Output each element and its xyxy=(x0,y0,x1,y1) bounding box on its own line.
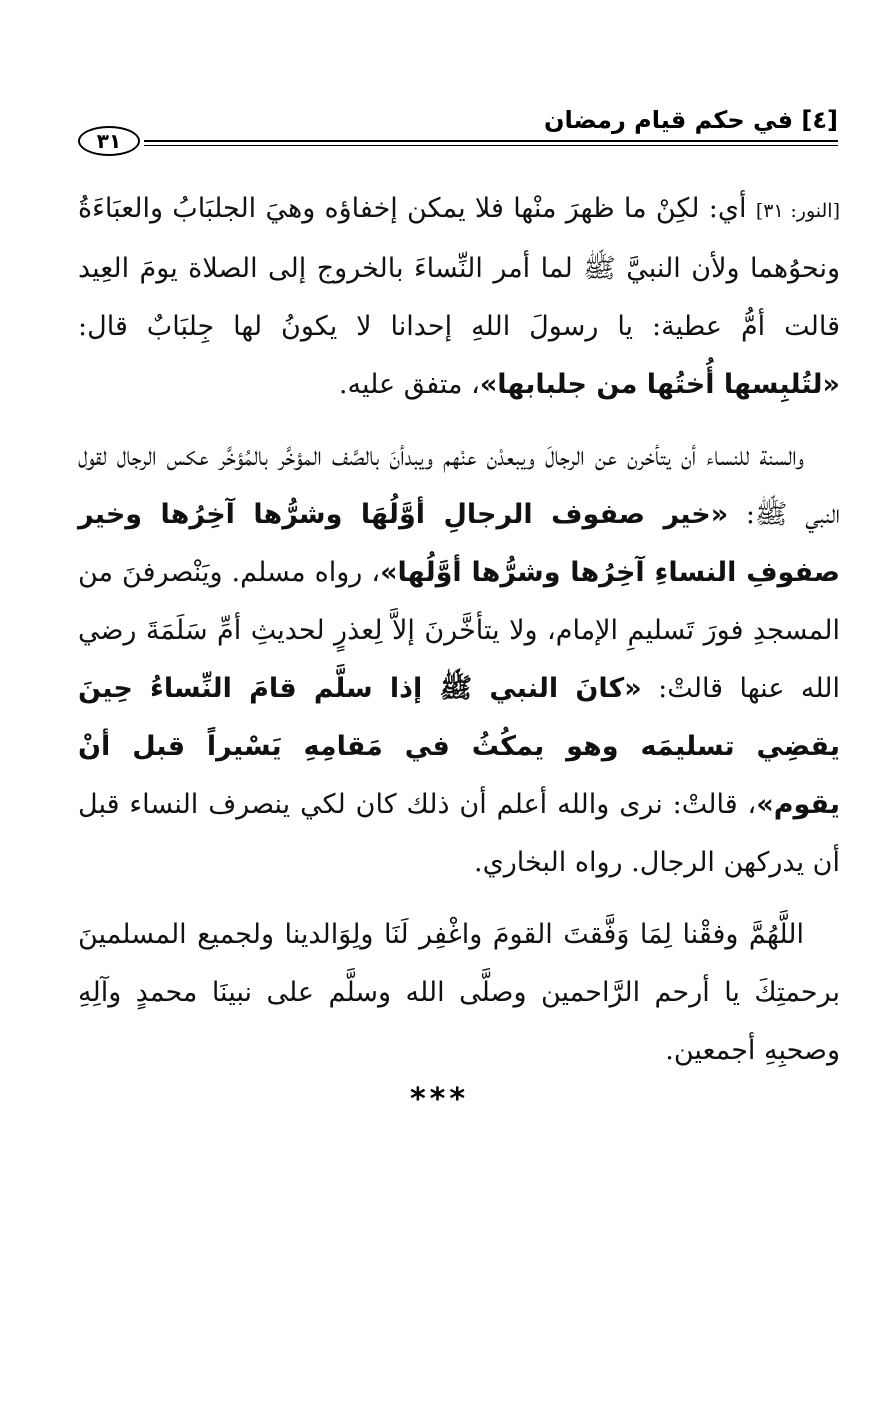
header-rule xyxy=(144,140,838,142)
quran-reference: [النور: ٣١] xyxy=(755,200,840,222)
section-separator: *** xyxy=(409,1082,470,1117)
paragraph-1 xyxy=(78,180,840,414)
paragraph-1-text-b: ، متفق عليه. xyxy=(338,369,480,400)
paragraph-3 xyxy=(78,906,840,1080)
chapter-title: [٤] في حكم قيام رمضان xyxy=(543,106,838,134)
closing-supplication: اللَّهُمَّ وفقْنا لِمَا وَفَّقتَ القومَ واغْفِر لَنَا ولِوَالدينا ولجميع المسلمينَ برحمتِكَ يا أرحم الرَّاحمين وصلَّى الله وسلَّم على نبينَا محمدٍ وآلِهِ وصحبِهِ أجمعين. xyxy=(78,919,840,1066)
paragraph-1-text-a: أي: لكِنْ ما ظهرَ منْها فلا يمكن إخفاؤه وهيَ الجلبَابُ والعبَاءَةُ ونحوُهما ولأن النبيَّ ﷺ لما أمر النِّساءَ بالخروج إلى الصلاة يومَ العِيد قالت أمُّ عطية: يا رسولَ اللهِ إحدانا لا يكونُ لها جِلبَابٌ قال: xyxy=(78,193,840,342)
hadith-quote-2: «كانَ النبي ﷺ إذا سلَّم قامَ النِّساءُ حِينَ يقضِي تسليمَه وهو يمكُثُ في مَقامِهِ يَسْيراً قبل أنْ يقوم» xyxy=(78,673,840,820)
header-rule-secondary xyxy=(144,145,838,146)
page-header xyxy=(78,90,838,160)
paragraph-2-text-b: ، رواه مسلم. ويَنْصرفنَ من المسجدِ فورَ تَسليمِ الإمام، ولا يتأخَّرنَ إلاَّ لِعذرٍ لحديثِ أمِّ سَلَمَةَ رضي الله عنها قالتْ: xyxy=(78,557,840,704)
hadith-quote: «لتُلبِسها أُختُها من جلبابها» xyxy=(479,369,840,400)
paragraph-2 xyxy=(78,428,840,892)
paragraph-2-text-c: ، قالتْ: نرى والله أعلم أن ذلك كان لكي ينصرف النساء قبل أن يدركهن الرجال. رواه البخاري. xyxy=(78,789,840,878)
page-number: ٣١ xyxy=(78,126,140,156)
body-text xyxy=(78,180,840,1080)
paragraph-2-text-a: والسنة للنساء أن يتأخرن عن الرجالَ ويبعدْن عنْهم ويبدأنَ بالصَّف المؤخَّر بالمُؤخَّر عكس الرجال لقول النبي ﷺ: xyxy=(78,441,841,530)
hadith-quote-1: «خير صفوف الرجالِ أوَّلُهَا وشرُّها آخِرُها وخير صفوفِ النساءِ آخِرُها وشرُّها أوَّلُها» xyxy=(78,499,841,588)
